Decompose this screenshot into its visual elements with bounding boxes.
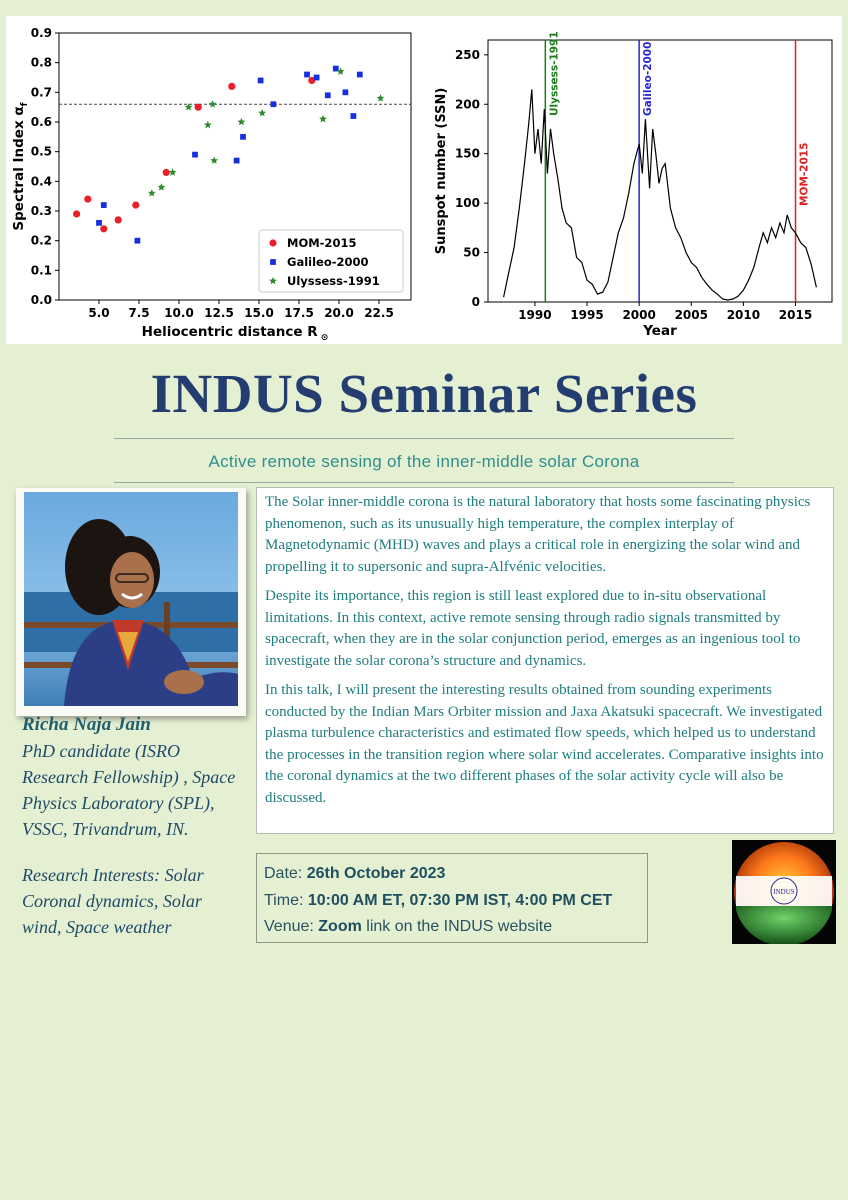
indus-sun-logo-icon xyxy=(732,840,836,944)
abstract-paragraph: In this talk, I will present the interesting results obtained from sounding experiments conducted by the Indian Mars Orbiter mission and Jaxa Akatsuki spacecraft. We investigated plasma turbulence characteristics and estimated flow speeds, which helped us to understand the processes in the transition region where solar wind accelerates. Comparative insights into the coronal dynamics at the two different phases of the solar activity cycle will also be discussed. xyxy=(265,682,824,806)
speaker-affiliation-line: VSSC, Trivandrum, IN. xyxy=(22,819,189,839)
speaker-info xyxy=(22,714,252,940)
svg-text:INDUS: INDUS xyxy=(773,888,795,896)
figure-panel xyxy=(6,16,842,344)
data-point-square xyxy=(135,238,141,244)
x-tick-label: 1990 xyxy=(518,308,552,322)
y-axis-label: Spectral Index $\alpha_f$ xyxy=(11,102,30,231)
data-point-square xyxy=(192,152,198,158)
y-tick-label: 0.9 xyxy=(30,26,52,40)
data-point-circle xyxy=(115,216,122,223)
data-point-square xyxy=(234,158,240,164)
x-tick-label: 2010 xyxy=(726,308,761,322)
x-tick-label: 5.0 xyxy=(88,306,110,320)
divider-top xyxy=(114,438,734,439)
y-tick-label: 0 xyxy=(471,295,480,309)
y-tick-label: 100 xyxy=(454,196,480,211)
x-tick-label: 10.0 xyxy=(164,306,194,320)
y-tick-label: 0.6 xyxy=(30,115,52,129)
x-tick-label: 2015 xyxy=(778,308,813,322)
data-point-circle xyxy=(195,104,202,111)
event-venue: Venue: Zoom link on the INDUS website xyxy=(264,918,553,935)
data-point-square xyxy=(270,259,276,265)
data-point-square xyxy=(351,113,357,119)
x-tick-label: 7.5 xyxy=(128,306,150,320)
data-point-square xyxy=(101,202,107,208)
research-interests-line: wind, Space weather xyxy=(22,917,172,937)
legend-label: Galileo-2000 xyxy=(287,255,369,269)
talk-title: Active remote sensing of the inner-middle solar Corona xyxy=(208,452,640,471)
data-point-square xyxy=(343,89,349,95)
data-point-circle xyxy=(163,169,170,176)
mission-marker-label: MOM-2015 xyxy=(798,142,811,206)
speaker-photo-frame xyxy=(16,488,246,716)
y-axis-label: Sunspot number (SSN) xyxy=(434,87,449,255)
data-point-square xyxy=(258,78,264,84)
legend-label: Ulyssess-1991 xyxy=(287,274,380,288)
data-point-circle xyxy=(73,210,80,217)
y-tick-label: 0.7 xyxy=(30,85,52,100)
data-point-square xyxy=(314,75,320,81)
y-tick-label: 0.8 xyxy=(30,55,52,70)
data-point-square xyxy=(325,92,331,98)
event-details-box xyxy=(256,853,648,943)
mission-marker-label: Galileo-2000 xyxy=(642,41,655,116)
abstract-box xyxy=(256,487,834,834)
x-tick-label: 2000 xyxy=(622,308,656,322)
speaker-affiliation-line: Research Fellowship) , Space xyxy=(22,767,236,787)
y-tick-label: 0.0 xyxy=(30,293,52,307)
y-tick-label: 250 xyxy=(454,47,480,62)
spectral-index-scatter-chart xyxy=(6,16,426,344)
x-tick-label: 1995 xyxy=(570,308,604,322)
abstract-paragraph: The Solar inner-middle corona is the natural laboratory that hosts some fascinating physics phenomenon, such as its unusually high temperature, the complex interplay of Magnetodynamic (MHD) waves and plays a critical role in energizing the solar wind and propelling it to supersonic and supra-Alfvénic velocities. xyxy=(265,494,811,575)
x-tick-label: 17.5 xyxy=(284,306,314,320)
sunspot-number-line-chart xyxy=(426,16,842,344)
plot-frame xyxy=(488,40,832,302)
x-axis-label: Heliocentric distance R $_⊙$ xyxy=(141,324,329,343)
speaker-name: Richa Naja Jain xyxy=(22,714,151,735)
research-interests-line: Research Interests: Solar xyxy=(22,865,204,885)
series-title: INDUS Seminar Series xyxy=(150,363,698,424)
data-point-square xyxy=(304,72,310,78)
research-interests-line: Coronal dynamics, Solar xyxy=(22,891,202,911)
x-tick-label: 20.0 xyxy=(324,306,354,320)
x-tick-label: 12.5 xyxy=(204,306,234,320)
data-point-square xyxy=(96,220,102,226)
x-tick-label: 15.0 xyxy=(244,306,274,320)
divider-bottom xyxy=(114,482,734,483)
y-tick-label: 0.4 xyxy=(30,174,52,189)
data-point-square xyxy=(271,101,277,107)
x-tick-label: 2005 xyxy=(674,308,708,322)
y-tick-label: 0.2 xyxy=(30,233,52,248)
y-tick-label: 200 xyxy=(454,97,480,112)
data-point-circle xyxy=(132,201,139,208)
speaker-affiliation-line: Physics Laboratory (SPL), xyxy=(22,793,215,813)
abstract-paragraph: Despite its importance, this region is still least explored due to in-situ observational limitations. In this context, active remote sensing through radio signals transmitted by spacecraft, when they are in the solar conjunction period, emerges as an ingenious tool to investigate the solar corona’s structure and dynamics. xyxy=(265,588,801,669)
y-tick-label: 0.3 xyxy=(30,204,52,218)
y-tick-label: 0.5 xyxy=(30,144,52,159)
mission-marker-label: Ulyssess-1991 xyxy=(548,31,561,116)
x-axis-label: Year xyxy=(643,323,677,339)
y-tick-label: 0.1 xyxy=(30,263,52,278)
data-point-circle xyxy=(84,196,91,203)
data-point-circle xyxy=(269,239,276,246)
event-date: Date: 26th October 2023 xyxy=(264,865,446,882)
x-tick-label: 22.5 xyxy=(364,306,394,320)
speaker-photo xyxy=(24,492,238,706)
data-point-circle xyxy=(100,225,107,232)
legend-label: MOM-2015 xyxy=(287,236,357,250)
data-point-square xyxy=(240,134,246,140)
y-tick-label: 50 xyxy=(463,245,480,260)
event-time: Time: 10:00 AM ET, 07:30 PM IST, 4:00 PM CET xyxy=(264,891,613,909)
data-point-circle xyxy=(228,83,235,90)
speaker-affiliation-line: PhD candidate (ISRO xyxy=(22,741,180,761)
y-tick-label: 150 xyxy=(454,146,480,161)
data-point-square xyxy=(357,72,363,78)
